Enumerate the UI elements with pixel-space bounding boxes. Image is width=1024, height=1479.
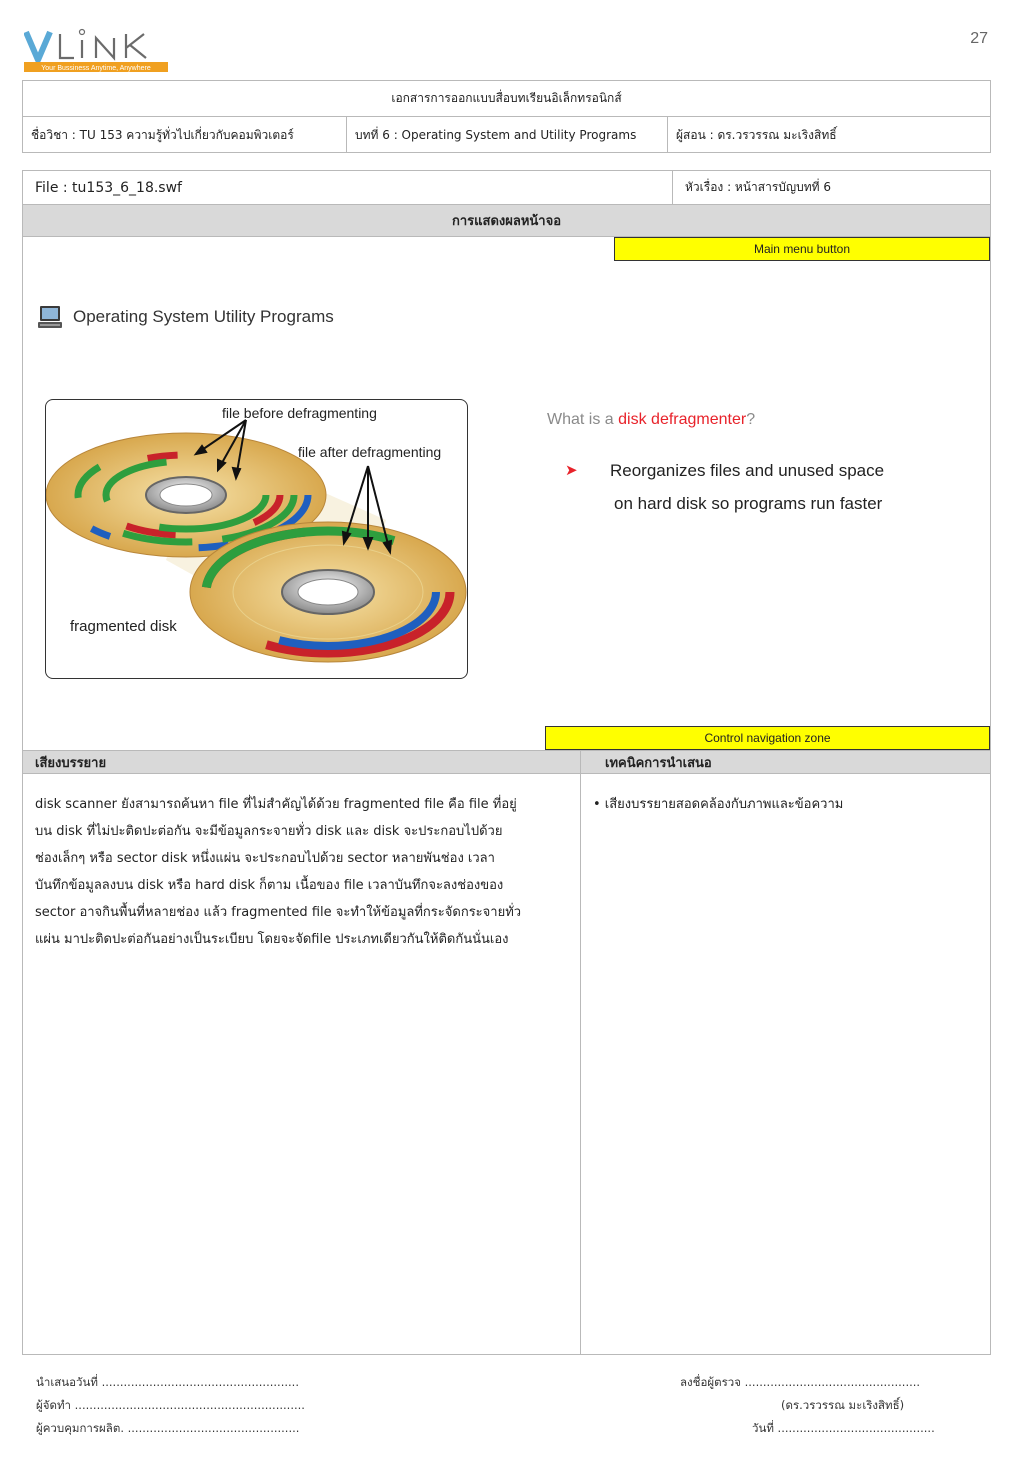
bottom-header xyxy=(23,750,990,774)
slide-question xyxy=(547,411,755,429)
technique-text: • เสียงบรรยายสอดคล้องกับภาพและข้อความ xyxy=(593,797,844,812)
question-suffix: ? xyxy=(746,411,756,428)
checker-name: (ดร.วรวรรณ มะเริงสิทธิ์) xyxy=(781,1398,905,1412)
bullet-line-2: on hard disk so programs run faster xyxy=(614,494,883,513)
doc-title: เอกสารการออกแบบสื่อบทเรียนอิเล็กทรอนิกส์ xyxy=(23,81,990,117)
technique-header: เทคนิคการนำเสนอ xyxy=(605,755,712,771)
presented-date: นำเสนอวันที่ ...................................................... xyxy=(36,1375,299,1389)
narration-line: แผ่น มาปะติดปะต่อกันอย่างเป็นระเบียบ โดยจะจัดfile ประเภทเดียวกันให้ติดกันนั่นเอง xyxy=(35,932,509,947)
narration-text xyxy=(35,791,570,953)
computer-icon xyxy=(37,305,63,329)
file-name: File : tu153_6_18.swf xyxy=(23,171,673,204)
arrow-bullet-icon: ➤ xyxy=(565,462,578,479)
narration-line: บันทึกข้อมูลลงบน disk หรือ hard disk ก็ตาม เนื้อของ file เวลาบันทึกจะลงช่องของ xyxy=(35,878,504,893)
file-row xyxy=(23,171,990,205)
chapter-cell: บทที่ 6 : Operating System and Utility Programs xyxy=(347,117,668,153)
check-date: วันที่ ........................................... xyxy=(752,1421,935,1435)
defragmented-disk xyxy=(190,522,466,662)
narration-line: บน disk ที่ไม่ปะติดปะต่อกัน จะมีข้อมูลกระจายทั่ว disk และ disk จะประกอบไปด้วย xyxy=(35,824,503,839)
page-number: 27 xyxy=(970,30,988,47)
control-navigation-zone[interactable]: Control navigation zone xyxy=(545,726,990,750)
slide-title xyxy=(37,305,334,329)
question-highlight: disk defragmenter xyxy=(618,411,747,428)
header-table xyxy=(22,80,991,153)
display-header: การแสดงผลหน้าจอ xyxy=(23,205,990,237)
vlink-logo xyxy=(24,24,170,74)
defrag-figure xyxy=(45,399,468,679)
course-cell: ชื่อวิชา : TU 153 ความรู้ทั่วไปเกี่ยวกับคอมพิวเตอร์ xyxy=(23,117,347,153)
label-fragmented-disk: fragmented disk xyxy=(70,618,177,635)
label-before-defragmenting: file before defragmenting xyxy=(222,405,377,421)
checker-signature: ลงชื่อผู้ตรวจ ................................................ xyxy=(680,1375,921,1389)
bullet-line-1: Reorganizes files and unused space xyxy=(610,461,885,480)
supervisor: ผู้ควบคุมการผลิต. ............................................... xyxy=(36,1421,300,1435)
topic: หัวเรื่อง : หน้าสารบัญบทที่ 6 xyxy=(685,180,832,194)
logo-tagline: Your Bussiness Anytime, Anywhere xyxy=(41,65,151,72)
narration-header: เสียงบรรยาย xyxy=(23,751,581,773)
narration-line: disk scanner ยังสามารถค้นหา file ที่ไม่สำคัญได้ด้วย fragmented file คือ file ที่อยู่ xyxy=(35,797,517,812)
instructor-cell: ผู้สอน : ดร.วรวรรณ มะเริงสิทธิ์ xyxy=(676,127,837,142)
main-menu-button[interactable]: Main menu button xyxy=(614,237,990,261)
storyboard-panel xyxy=(22,170,991,1355)
label-after-defragmenting: file after defragmenting xyxy=(298,444,442,460)
question-prefix: What is a xyxy=(547,411,619,428)
narration-line: ช่องเล็กๆ หรือ sector disk หนึ่งแผ่น จะประกอบไปด้วย sector หลายพันช่อง เวลา xyxy=(35,851,495,866)
producer: ผู้จัดทำ ............................................................... xyxy=(36,1398,305,1412)
column-divider xyxy=(580,774,581,1354)
slide-title-text: Operating System Utility Programs xyxy=(73,307,334,326)
narration-line: sector อาจกินพื้นที่หลายช่อง แล้ว fragmented file จะทำให้ข้อมูลที่กระจัดกระจายทั่ว xyxy=(35,905,522,920)
